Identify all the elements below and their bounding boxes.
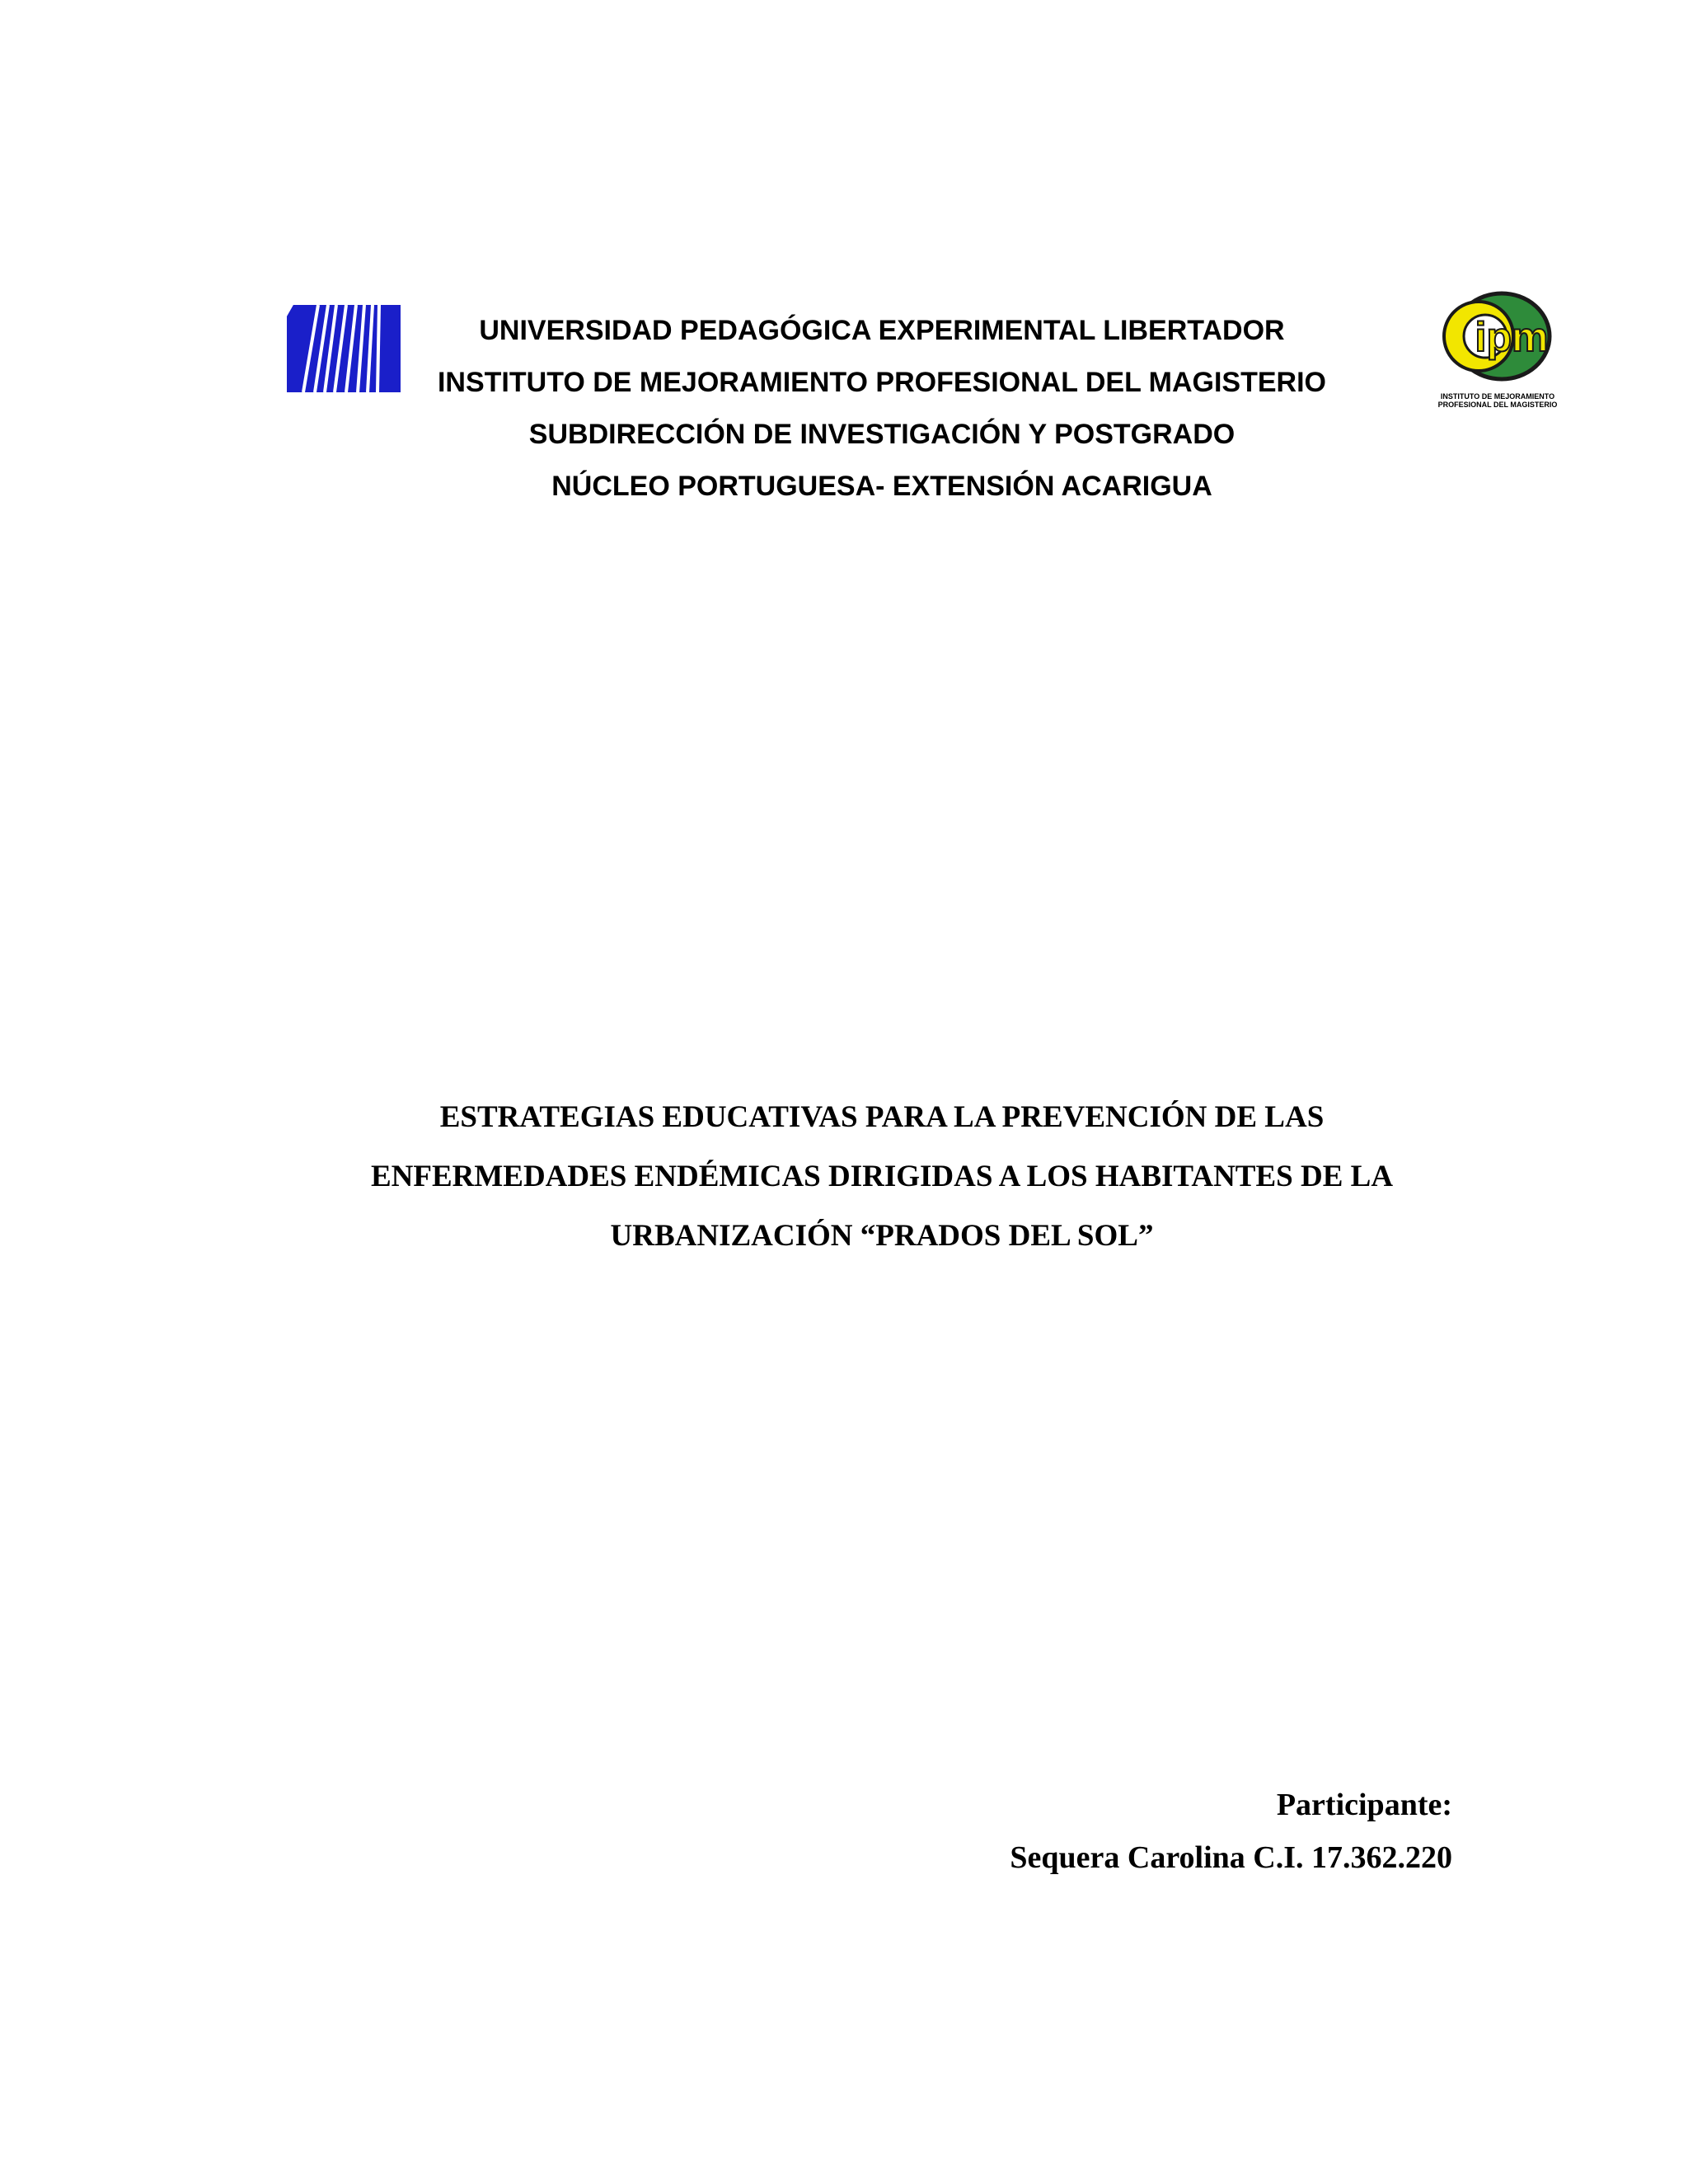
subdirection-name: SUBDIRECCIÓN DE INVESTIGACIÓN Y POSTGRADO [528,419,1236,450]
document-title [247,1092,1517,1270]
ipmp-mark-text: ipm [1475,314,1549,360]
nucleus-name: NÚCLEO PORTUGUESA- EXTENSIÓN ACARIGUA [551,471,1212,502]
ipmp-logo-icon [1419,288,1576,412]
title-line: URBANIZACIÓN “PRADOS DEL SOL” [610,1219,1154,1253]
participant-block [1010,1782,1452,1887]
participant-label: Participante: [1276,1788,1452,1822]
ipmp-caption-line: INSTITUTO DE MEJORAMIENTO [1440,392,1555,401]
university-name: UNIVERSIDAD PEDAGÓGICA EXPERIMENTAL LIBERTADOR [479,315,1285,346]
title-line: ESTRATEGIAS EDUCATIVAS PARA LA PREVENCIÓN DE LAS [439,1100,1325,1134]
ipmp-caption-line: PROFESIONAL DEL MAGISTERIO [1437,401,1558,409]
institution-header [330,309,1434,517]
ipmp-logo-caption [1419,392,1576,409]
title-line: ENFERMEDADES ENDÉMICAS DIRIGIDAS A LOS HABITANTES DE LA [370,1160,1394,1193]
participant-name: Sequera Carolina C.I. 17.362.220 [1010,1840,1452,1875]
institute-name: INSTITUTO DE MEJORAMIENTO PROFESIONAL DEL MAGISTERIO [437,367,1327,398]
